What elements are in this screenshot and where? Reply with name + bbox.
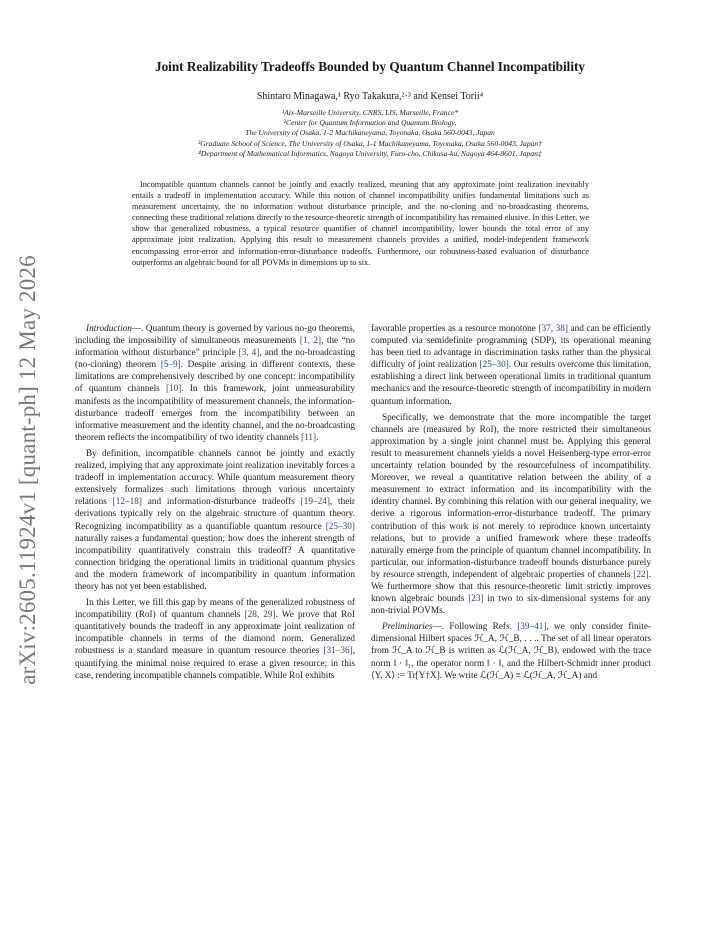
citation-link[interactable]: [25–30]	[325, 521, 355, 532]
citation-link[interactable]: [31–36]	[323, 646, 353, 657]
arxiv-identifier: arXiv:2605.11924v1 [quant-ph] 12 May 2026	[15, 255, 40, 685]
citation-link[interactable]: [19–24]	[300, 497, 330, 508]
left-column	[75, 323, 355, 686]
affiliation-line: ²Center for Quantum Information and Quantum Biology,	[283, 118, 457, 128]
paragraph-introduction: Introduction—. Quantum theory is governed by various no-go theorems, including the impossibility of simultaneous measurements [1, 2], the “no information without disturbance” principle [3, 4], and the no-broadcasting (no-cloning) theorem [5–9]. Despite arising in different contexts, these limitations are comprehensively described by one concept: incompatibility of quantum channels [10]. In this framework, joint unmeasurability manifests as the incompatibility of measurement channels, the information-disturbance tradeoff emerges from the incompatibility between an informative measurement and the identity channel, and the no-broadcasting theorem reflects the incompatibility of two identity channels [11].	[75, 324, 355, 443]
citation-link[interactable]: [22]	[633, 569, 649, 580]
paragraph-continued: favorable properties as a resource monotone [37, 38] and can be efficiently computed via semidefinite programming (SDP), its operational meaning has been tied to advantage in discrimination tasks rather than the physical difficulty of joint realization [25–30]. Our results overcome this limitation, establishing a direct link between operational limits in traditional quantum mechanics and the resource-theoretic strength of incompatibility in modern quantum information.	[371, 324, 652, 407]
citation-link[interactable]: [10]	[165, 384, 182, 395]
affiliation-line: ³Graduate School of Science, The University of Osaka, 1-1 Machikaneyama, Toyonaka, Osaka 560-0043, Japan†	[197, 138, 543, 148]
paragraph-specifically: Specifically, we demonstrate that the more incompatible the target channels are (measured by RoI), the more restricted their simultaneous approximation by a single joint channel must be. Applying this general result to measurement channels yields a novel Heisenberg-type error-error uncertainty relation bounded by the resourcefulness of incompatibility. Moreover, we reveal a quantitative relation between the ability of a measurement to extract information and its incompatibility with the identity channel. By combining this relation with our general inequality, we derive a rigorous information-error-disturbance tradeoff. The primary contribution of this work is not merely to reproduce known uncertainty relations, but to provide a unified framework where these tradeoffs naturally emerge from the principle of quantum channel incompatibility. In particular, our information-disturbance tradeoff bounds disturbance purely by resource strength, independent of algebraic properties of channels [22]. We furthermore show that this resource-theoretic limit strictly improves known algebraic bounds [23] in two to six-dimensional systems for any non-trivial POVMs.	[371, 412, 651, 617]
paper-title: Joint Realizability Tradeoffs Bounded by Quantum Channel Incompatibility	[154, 59, 585, 74]
citation-link[interactable]: [28, 29]	[244, 610, 276, 621]
section-heading-introduction: Introduction	[86, 324, 132, 334]
affiliation-line: ⁴Department of Mathematical Informatics, Nagoya University, Furo-cho, Chikusa-ku, Nagoya 464-8601, Japan‡	[198, 148, 542, 158]
citation-link[interactable]: [25–30]	[479, 360, 509, 371]
abstract: Incompatible quantum channels cannot be jointly and exactly realized, meaning that any approximate joint realization inevitably entails a tradeoff in implementation accuracy. While this notion of channel incompatibility unifies fundamental limitations such as measurement uncertainty, the no information without disturbance principle, and the no-cloning and no-broadcasting theorems, connecting these traditional relations directly to the resource-theoretic strength of incompatibility has remained elusive. In this Letter, we show that generalized robustness, a typical resource quantifier of channel incompatibility, lower bounds the total error of any approximate joint realization. Applying this result to measurement channels provides a unified, model-independent framework encompassing error-error and information-error-disturbance tradeoffs. Furthermore, our robustness-based evaluation of disturbance outperforms an algebraic bound for all POVMs in dimensions up to six.	[132, 180, 589, 267]
citation-link[interactable]: [23]	[468, 594, 484, 605]
citation-link[interactable]: [37, 38]	[538, 324, 568, 334]
paragraph-this-letter: In this Letter, we fill this gap by means of the generalized robustness of incompatibility (RoI) of quantum channels [28, 29]. We prove that RoI quantitatively bounds the tradeoff in any approximate joint realization of incompatible channels in terms of the diamond norm. Generalized robustness is a standard measure in quantum resource theories [31–36], quantifying the minimal noise required to erase a given resource; in this case, rendering incompatible channels compatible. While RoI exhibits	[75, 598, 355, 681]
arxiv-sidebar-stamp	[8, 245, 48, 695]
affiliation-line: The University of Osaka, 1-2 Machikaneyama, Toyonaka, Osaka 560-0043, Japan	[245, 128, 495, 138]
citation-link[interactable]: [39–41]	[517, 622, 547, 633]
citation-link[interactable]: [1, 2]	[299, 336, 322, 347]
affiliations	[70, 108, 670, 159]
citation-link[interactable]: [5–9]	[160, 360, 181, 371]
right-column	[371, 323, 651, 686]
author-list: Shintaro Minagawa,¹ Ryo Takakura,²·³ and Kensei Torii⁴	[256, 91, 484, 102]
paragraph-preliminaries: Preliminaries—. Following Refs. [39–41], we only consider finite-dimensional Hilbert spaces ℋ_A, ℋ_B, . . .. The set of all linear operators from ℋ_A to ℋ_B is written as ℒ(ℋ_A, ℋ_B), endowed with the trace norm ‖ · ‖₁, the operator norm ‖ · ‖, and the Hilbert-Schmidt inner product ⟨Y, X⟩ := Tr[Y†X]. We write ℒ(ℋ_A) ≡ ℒ(ℋ_A, ℋ_A) and	[371, 622, 652, 681]
citation-link[interactable]: [12–18]	[112, 497, 142, 508]
section-heading-preliminaries: Preliminaries	[382, 622, 433, 633]
affiliation-line: ¹Aix-Marseille University, CNRS, LIS, Marseille, France*	[281, 108, 459, 117]
paragraph-definition: By definition, incompatible channels cannot be jointly and exactly realized, implying that any approximate joint realization inevitably forces a tradeoff in implementation accuracy. While quantum measurement theory extensively formalizes such limitations through various uncertainty relations [12–18] and information-disturbance tradeoffs [19–24], their derivations typically rely on the algebraic structure of quantum theory. Recognizing incompatibility as a quantifiable quantum resource [25–30] naturally raises a fundamental question; how does the inherent strength of incompatibility quantitatively constrain this tradeoff? A quantitative connection bridging the operational limits in traditional quantum physics and the modern framework of incompatibility in quantum information theory has not yet been established.	[75, 448, 355, 592]
citation-link[interactable]: [11]	[301, 432, 317, 443]
citation-link[interactable]: [3, 4]	[238, 348, 260, 359]
